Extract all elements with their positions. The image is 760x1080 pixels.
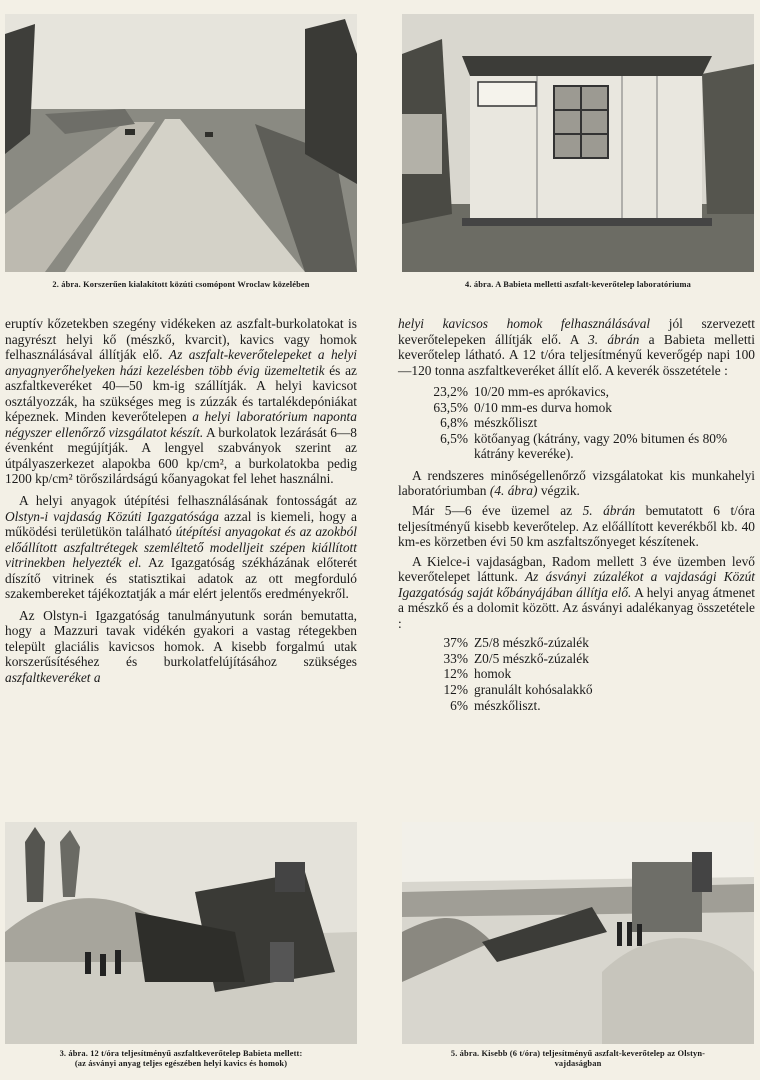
mixture-percent: 6,8% bbox=[440, 415, 468, 431]
right-paragraph-1 bbox=[398, 316, 755, 378]
mixture-component: Z5/8 mészkő-zúzalék bbox=[474, 635, 589, 651]
left-text-column bbox=[5, 316, 357, 686]
left-paragraph-3 bbox=[5, 608, 357, 686]
text-run: azzal is kiemeli, hogy a működési területükön található bbox=[5, 508, 357, 540]
text-run: Az Igazgatóság székházának előterét díszítő vitrinek és statisztikai adatok az ott megforduló szakembereket tájékoztatják a már elért jelentős eredményekről. bbox=[5, 555, 357, 602]
right-paragraph-2 bbox=[398, 468, 755, 499]
right-paragraph-4 bbox=[398, 554, 755, 632]
mixture-row bbox=[420, 635, 755, 651]
italic-run: a helyi laboratórium naponta négyszer ellenőrző vizsgálatot készít. bbox=[5, 409, 357, 440]
text-run: A helyi anyagok útépítési felhasználásának fontosságát az bbox=[19, 493, 357, 509]
mixture-row bbox=[420, 415, 755, 431]
italic-run: aszfaltkeveréket a bbox=[5, 670, 101, 686]
figure-5-caption bbox=[402, 1049, 754, 1068]
text-run: A burkolatok lezárását 6—8 évenként megújítják. A lengyel szabványok szerint az útpályaszerkezet alapokba 600 kp/cm², a burkolatokba pedig 1200 kp/cm² törőszilárdságú kőanyagokat fel lehet használni. bbox=[5, 424, 357, 487]
mixture-row bbox=[420, 698, 755, 714]
italic-run: Az ásványi zúzalékot a vajdasági Közút Igazgatóság saját kőbányájában állítja elő. bbox=[398, 569, 755, 600]
italic-run: Olstyn-i vajdaság Közúti Igazgatósága bbox=[5, 508, 219, 524]
mixture-composition-list-2 bbox=[420, 635, 755, 713]
mixture-row bbox=[420, 400, 755, 416]
mixture-component: mészkőliszt bbox=[474, 415, 538, 431]
figure-5-caption-line-1: 5. ábra. Kisebb (6 t/óra) teljesítményű aszfalt-keverőtelep az Olstyn- bbox=[450, 1049, 706, 1058]
left-paragraph-1 bbox=[5, 316, 357, 487]
mixture-percent: 12% bbox=[443, 682, 468, 698]
figure-3-caption-line-2: (az ásványi anyag teljes egészében helyi kavics és homok) bbox=[74, 1058, 288, 1068]
mixture-percent: 37% bbox=[443, 635, 468, 651]
mixture-component: granulált kohósalakkő bbox=[474, 682, 593, 698]
highway-interchange-photo bbox=[5, 14, 357, 272]
mixture-component: Z0/5 mészkő-zúzalék bbox=[474, 650, 589, 666]
left-paragraph-2 bbox=[5, 493, 357, 602]
text-run: bemutatott 6 t/óra teljesítményű kisebb keverőtelep. Az előállított keverékből kb. 40 km-es körzetben évi 50 km aszfaltszőnyeget készítenek. bbox=[398, 503, 756, 550]
laboratory-hut-photo bbox=[402, 14, 754, 272]
mixture-component: 0/10 mm-es durva homok bbox=[474, 399, 612, 415]
figure-5-caption-line-2: vajdaságban bbox=[554, 1058, 602, 1068]
asphalt-mixing-plant-photo bbox=[5, 822, 357, 1044]
mixture-row bbox=[420, 682, 755, 698]
figure-4-caption: 4. ábra. A Babieta melletti aszfalt-keverőtelep laboratóriuma bbox=[465, 280, 691, 289]
mixture-row bbox=[420, 431, 755, 462]
italic-run: 3. ábrán bbox=[588, 331, 640, 347]
mixture-percent: 6,5% bbox=[440, 430, 468, 446]
mixture-component: mészkőliszt. bbox=[474, 697, 541, 713]
mixture-component: 10/20 mm-es aprókavics, bbox=[474, 384, 609, 400]
mixture-component: homok bbox=[474, 666, 512, 682]
text-run: jól szervezett keverőtelepeken állítják elő. A bbox=[398, 316, 755, 347]
mixture-percent: 33% bbox=[443, 650, 468, 666]
italic-run: 5. ábrán bbox=[582, 503, 636, 519]
italic-run: helyi kavicsos homok felhasználásával bbox=[398, 316, 651, 331]
right-text-column bbox=[398, 316, 755, 719]
mixture-composition-list-1 bbox=[420, 384, 755, 462]
italic-run: útépítési anyagokat és az azokból előállított aszfaltrétegek szemléltető modelljeit szépen kiállított vitrinekben helyezték el. bbox=[5, 524, 357, 571]
text-run: Már 5—6 éve üzemel az bbox=[412, 503, 583, 519]
text-run: A rendszeres minőségellenőrző vizsgálatokat kis munkahelyi laboratóriumban bbox=[398, 467, 755, 499]
text-run: végzik. bbox=[537, 483, 580, 499]
mixture-row bbox=[420, 384, 755, 400]
figure-3-caption bbox=[5, 1049, 357, 1068]
text-run: Az Olstyn-i Igazgatóság tanulmányutunk során bemutatta, hogy a Mazzuri tavak vidékén gyakori a vastag rétegekben települt glaciális kavicsos homok. A kisebb forgalmú utak korszerűsítéséhez és burkolatfelújításához szükséges bbox=[5, 607, 357, 670]
text-run: eruptív kőzetekben szegény vidékeken az aszfalt-burkolatokat is nagyrészt helyi kő (mészkő, kvarcit), kavics vagy homok felhasználásával állítják elő. bbox=[5, 316, 357, 363]
mixture-row bbox=[420, 651, 755, 667]
mixture-percent: 63,5% bbox=[433, 399, 468, 415]
mixture-percent: 23,2% bbox=[433, 384, 468, 400]
text-run: a Babieta melletti keverőtelep látható. A 12 t/óra teljesítményű keverőgép napi 100—120 tonna aszfaltkeveréket állít elő. A keverék összetétele : bbox=[398, 331, 755, 378]
right-paragraph-3 bbox=[398, 503, 755, 550]
figure-3-caption-line-1: 3. ábra. 12 t/óra teljesítményű aszfaltkeverőtelep Babieta mellett: bbox=[59, 1049, 303, 1058]
mixture-percent: 12% bbox=[443, 666, 468, 682]
figure-2-caption: 2. ábra. Korszerűen kialakított közúti csomópont Wroclaw közelében bbox=[52, 280, 310, 289]
mixture-row bbox=[420, 666, 755, 682]
text-run: és az aszfaltkeveréket 40—50 km-ig szállítják. A helyi kavicsot osztályozzák, ha szükséges meg is zúzzák és tartalékdepóniákat képeznek. Minden keverőtelepen bbox=[5, 362, 357, 425]
text-run: A Kielce-i vajdaságban, Radom mellett 3 éve üzemben levő keverőtelepet láttunk. bbox=[398, 553, 755, 585]
small-mixing-plant-photo bbox=[402, 822, 754, 1044]
mixture-percent: 6% bbox=[450, 697, 468, 713]
italic-run: (4. ábra) bbox=[489, 483, 538, 499]
text-run: A helyi anyag átmenet a mészkő és a dolomit között. Az ásványi adalékanyag összetétele : bbox=[398, 584, 755, 631]
italic-run: Az aszfalt-keverőtelepeket a helyi anyagnyerőhelyeken házi kezelésben több évig üzemeltetik bbox=[5, 347, 358, 378]
mixture-component: kötőanyag (kátrány, vagy 20% bitumen és 80% kátrány keveréke). bbox=[474, 430, 728, 462]
